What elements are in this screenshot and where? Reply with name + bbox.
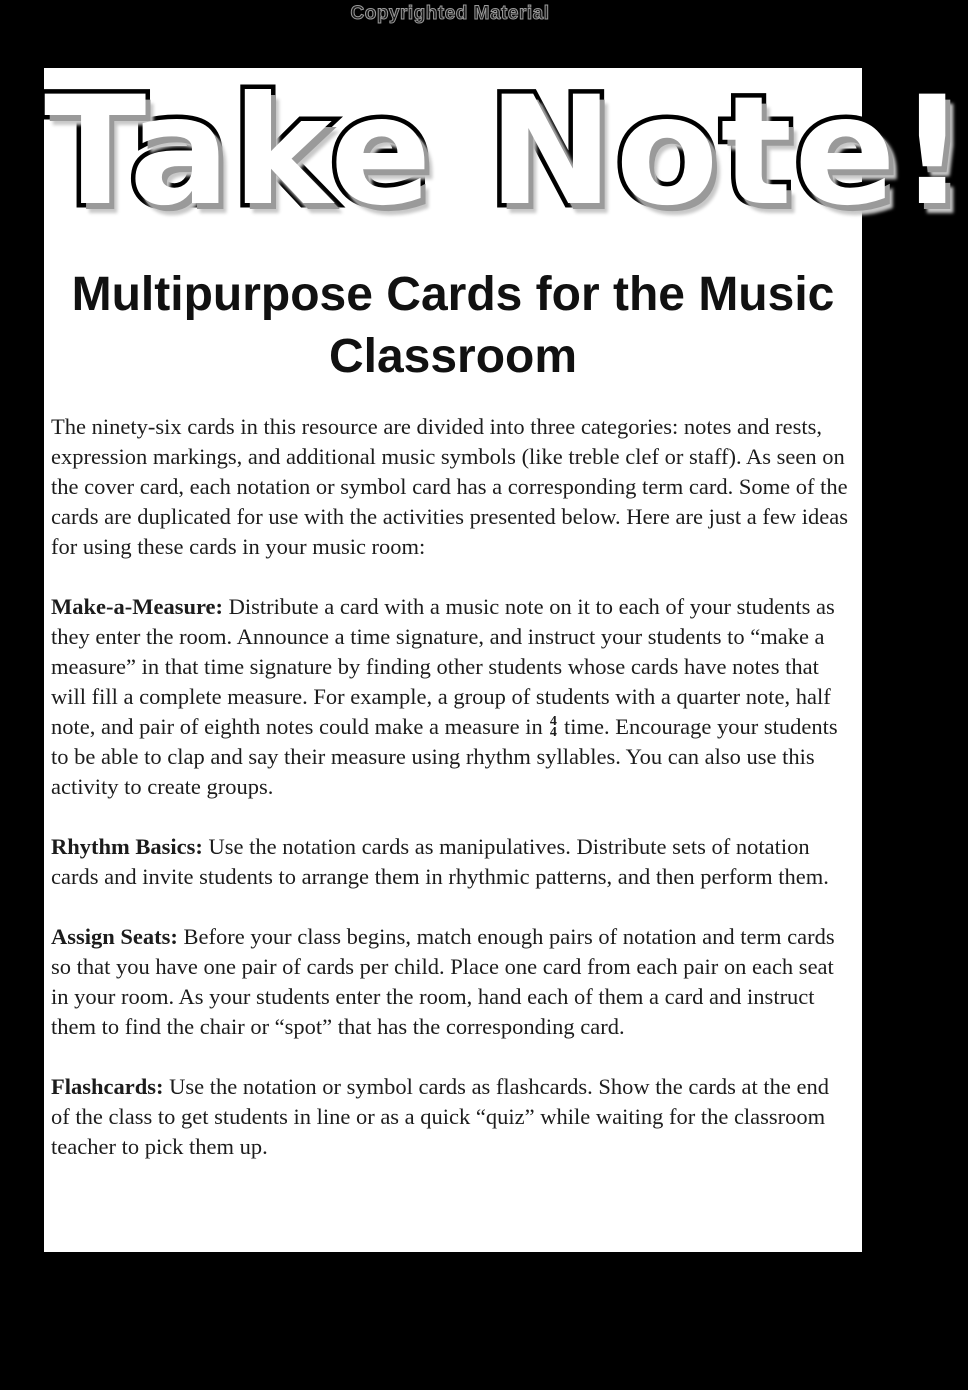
body-text	[51, 412, 851, 1162]
activity-text: Before your class begins, match enough pairs of notation and term cards so that you have one pair of cards per child. Place one card from each pair on each seat in your room. As your students enter the room, hand each of them a card and instruct them to find the chair or “spot” that has the corresponding card.	[51, 924, 835, 1039]
copyright-watermark: Copyrighted Material	[350, 3, 550, 24]
activity-flashcards	[51, 1072, 851, 1162]
activity-make-a-measure	[51, 592, 851, 802]
activity-rhythm-basics	[51, 832, 851, 892]
document-page	[44, 65, 968, 1252]
activity-text-before: Distribute a card with a music note on it to each of your students as they enter the room. Announce a time signature, and instruct your students to “make a measure” in that time signature by finding other students whose cards have notes that will fill a complete measure. For example, a group of students with a quarter note, half note, and pair of eighth notes could make a measure in	[51, 594, 835, 739]
activity-term: Flashcards:	[51, 1074, 164, 1099]
page-subtitle: Multipurpose Cards for the Music Classroom	[71, 268, 835, 383]
activity-term: Make-a-Measure:	[51, 594, 224, 619]
intro-paragraph: The ninety-six cards in this resource are divided into three categories: notes and rests, expression markings, and additional music symbols (like treble clef or staff). As seen on the cover card, each notation or symbol card has a corresponding term card. Some of the cards are duplicated for use with the activities presented below. Here are just a few ideas for using these cards in your music room:	[51, 414, 848, 559]
activity-text: Use the notation or symbol cards as flashcards. Show the cards at the end of the class to get students in line or as a quick “quiz” while waiting for the classroom teacher to pick them up.	[51, 1074, 829, 1159]
time-signature	[548, 716, 558, 738]
activity-term: Rhythm Basics:	[51, 834, 203, 859]
time-signature-top: 4	[549, 714, 557, 729]
activity-text-after: time. Encourage your students to be able to clap and say their measure using rhythm syllables. You can also use this activity to create groups.	[51, 714, 838, 799]
logo-title: Take Note!	[44, 65, 968, 239]
time-signature-bottom: 4	[549, 725, 557, 740]
activity-term: Assign Seats:	[51, 924, 178, 949]
activity-assign-seats	[51, 922, 851, 1042]
activity-text: Use the notation cards as manipulatives. Distribute sets of notation cards and invite students to arrange them in rhythmic patterns, and then perform them.	[51, 834, 829, 889]
